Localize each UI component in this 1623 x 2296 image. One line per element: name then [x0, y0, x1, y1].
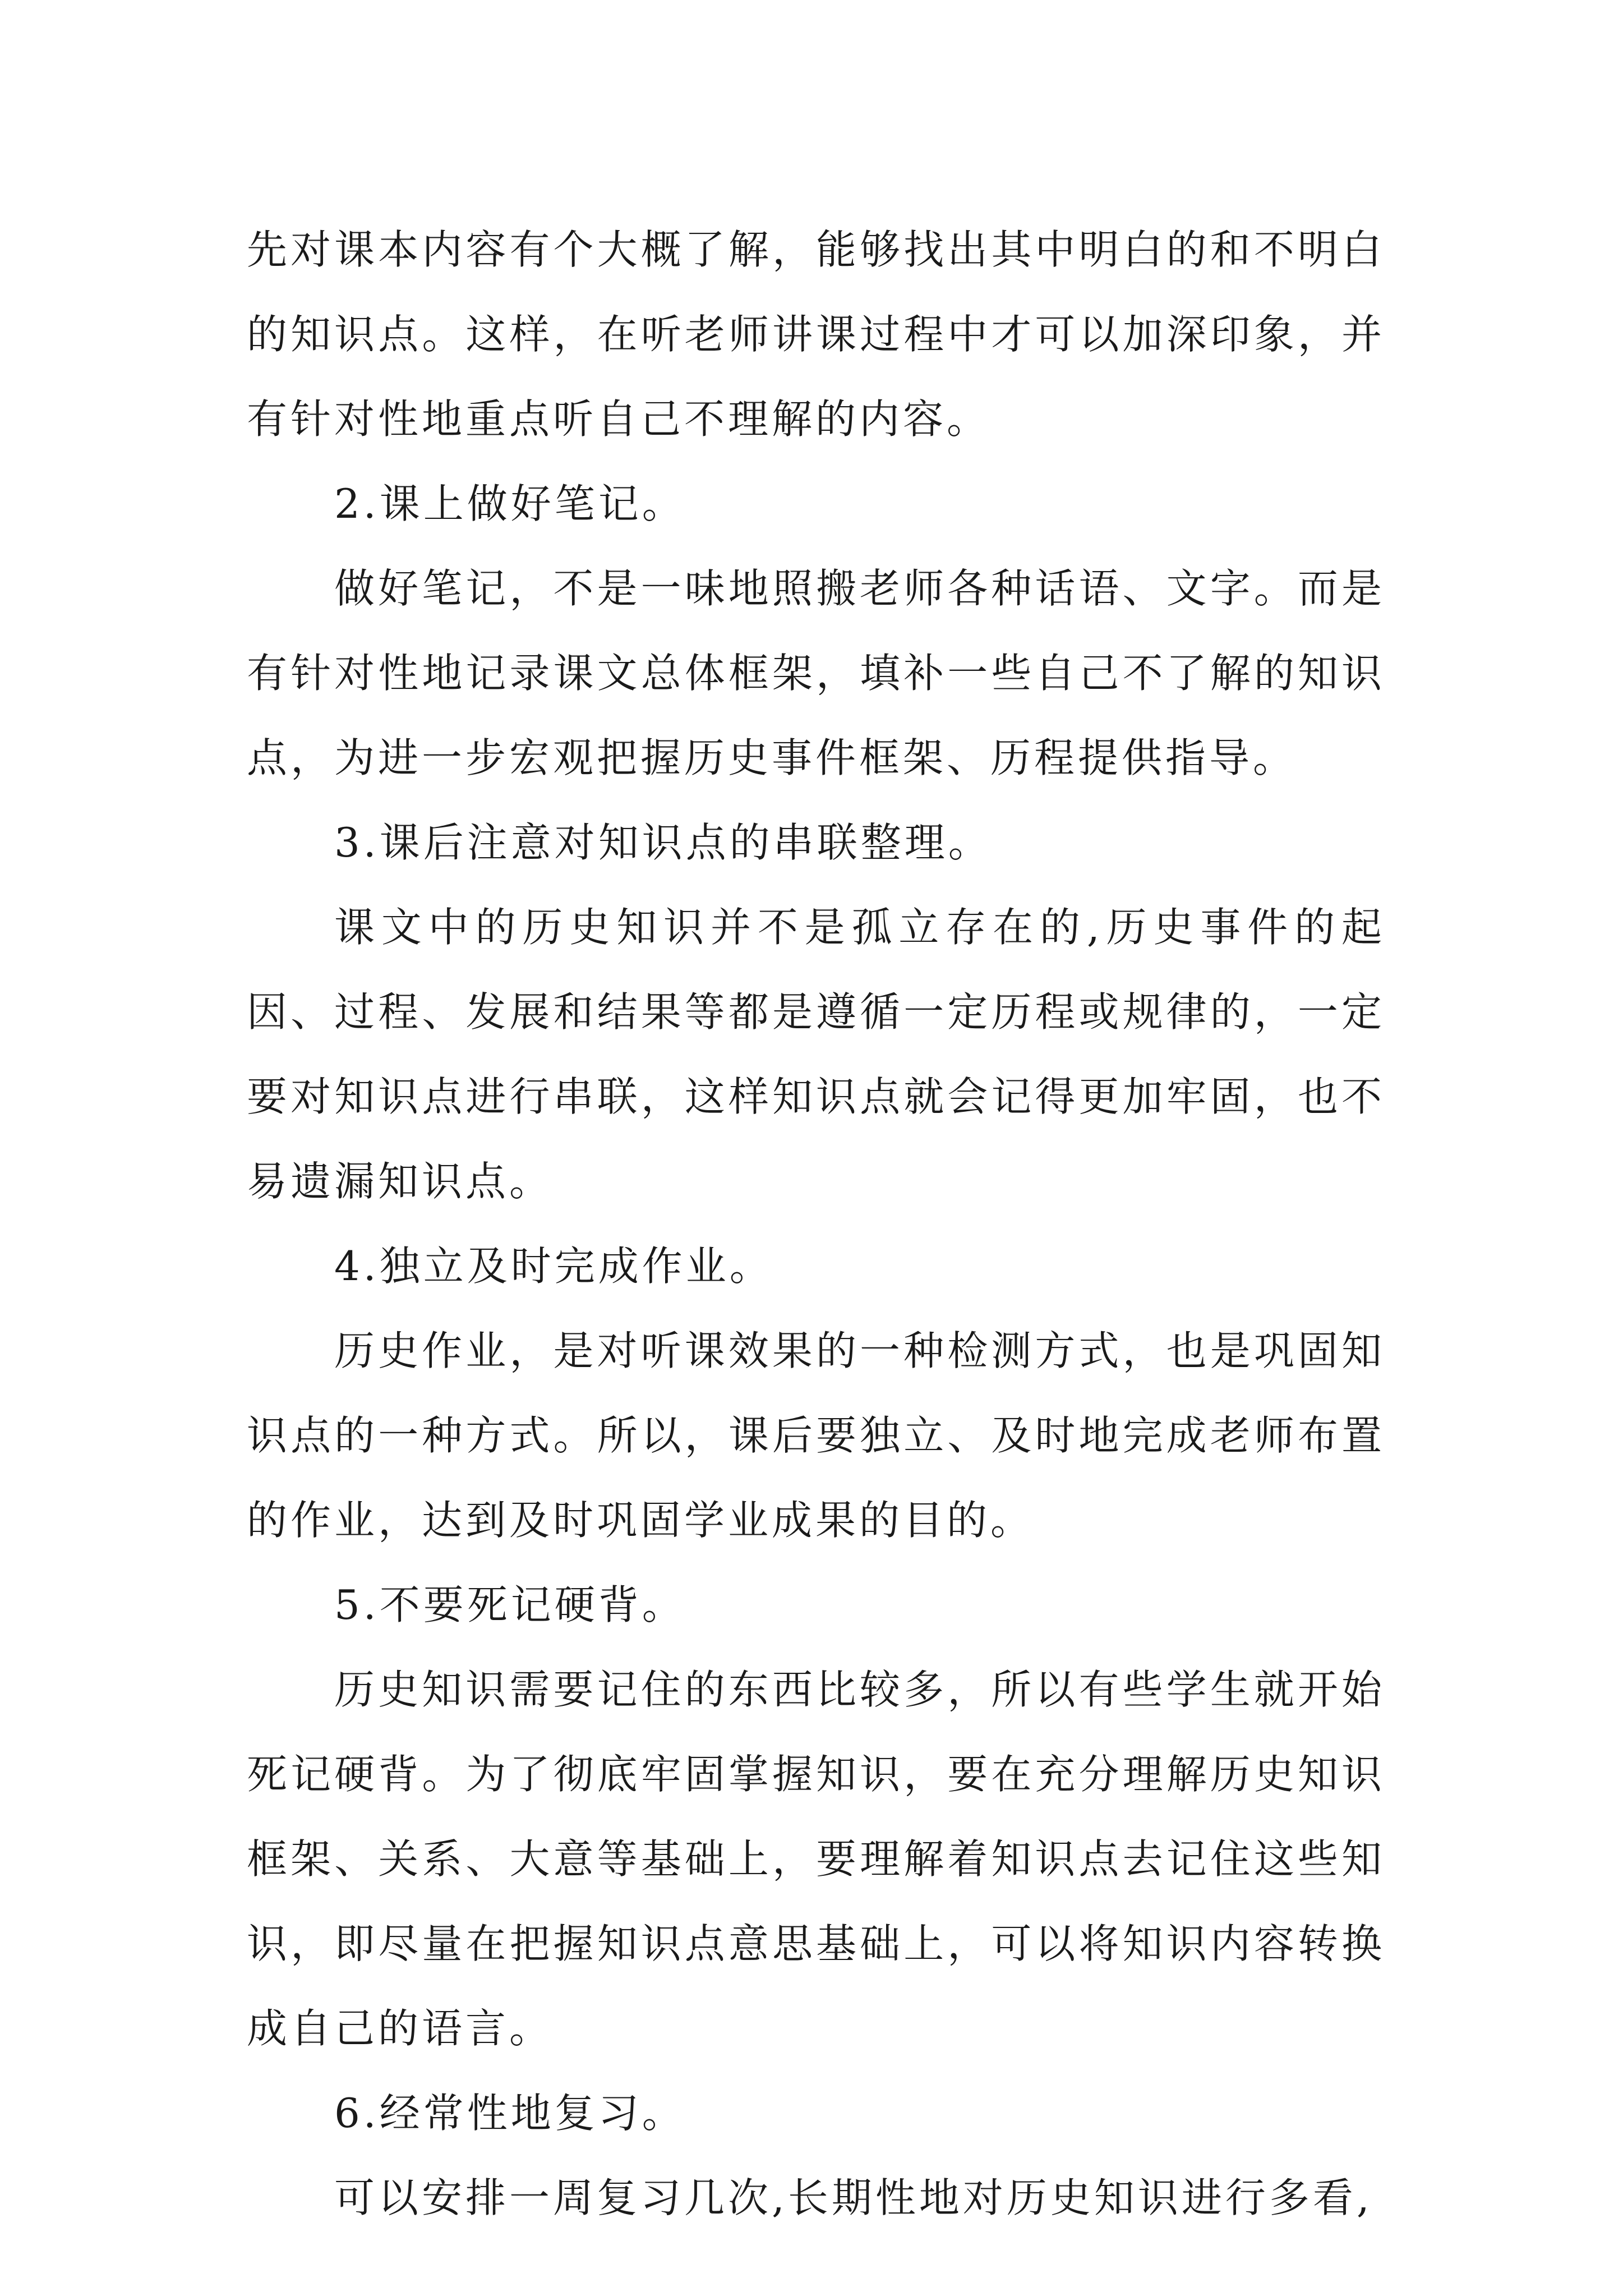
paragraph-item-6: 可以安排一周复习几次,长期性地对历史知识进行多看, — [334, 2174, 1373, 2221]
paragraph-item-4: 历史作业，是对听课效果的一种检测方式，也是巩固知识点的一种方式。所以，课后要独立、及时地完成老师布置的作业，达到及时巩固学业成果的目的。 — [247, 1327, 1385, 1544]
paragraph-item-3: 课文中的历史知识并不是孤立存在的,历史事件的起因、过程、发展和结果等都是遵循一定历程或规律的，一定要对知识点进行串联，这样知识点就会记得更加牢固，也不易遗漏知识点。 — [247, 904, 1385, 1205]
paragraph-item-2: 做好笔记，不是一味地照搬老师各种话语、文字。而是有针对性地记录课文总体框架，填补一些自己不了解的知识点，为进一步宏观把握历史事件框架、历程提供指导。 — [247, 565, 1385, 781]
heading-item-4: 4.独立及时完成作业。 — [334, 1243, 773, 1290]
heading-item-2: 2.课上做好笔记。 — [334, 480, 686, 527]
document-body — [247, 208, 1385, 2240]
heading-item-5: 5.不要死记硬背。 — [334, 1581, 686, 1628]
heading-item-3: 3.课后注意对知识点的串联整理。 — [334, 819, 992, 866]
paragraph-intro-continuation: 先对课本内容有个大概了解，能够找出其中明白的和不明白的知识点。这样，在听老师讲课过程中才可以加深印象，并有针对性地重点听自己不理解的内容。 — [247, 226, 1385, 443]
paragraph-item-5: 历史知识需要记住的东西比较多，所以有些学生就开始死记硬背。为了彻底牢固掌握知识，要在充分理解历史知识框架、关系、大意等基础上，要理解着知识点去记住这些知识，即尽量在把握知识点意思基础上，可以将知识内容转换成自己的语言。 — [247, 1666, 1385, 2052]
heading-item-6: 6.经常性地复习。 — [334, 2090, 686, 2137]
